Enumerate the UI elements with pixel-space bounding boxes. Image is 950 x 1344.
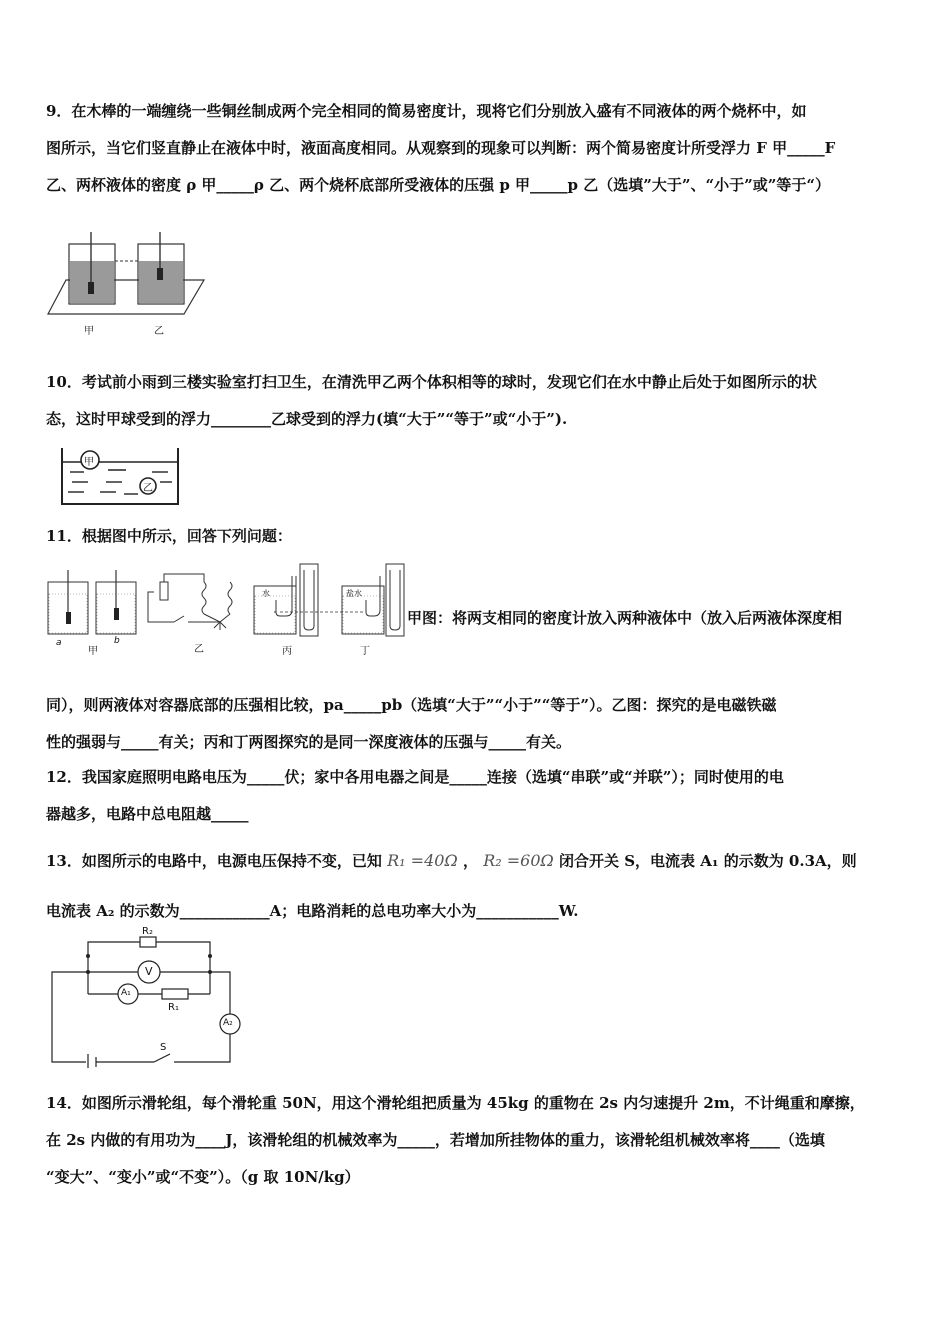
q14-line-3: “变大”、“变小”或“不变”）。（g 取 10N/kg） — [46, 1168, 360, 1186]
q9-line-3: 乙、两杯液体的密度 ρ 甲_____ρ 乙、两个烧杯底部所受液体的压强 p 甲_____p 乙（选填”大于”、“小于”或”等于“） — [46, 176, 831, 194]
question-14 — [46, 1085, 906, 1196]
q11-fig-jia — [48, 570, 136, 634]
q13-label-r2: R₂ — [142, 926, 153, 937]
question-9 — [46, 93, 906, 204]
q13-circuit-figure — [44, 926, 244, 1068]
q11-line-2: 甲图：将两支相同的密度计放入两种液体中（放入后两液体深度相 — [407, 609, 843, 627]
q13-part-2: 闭合开关 S，电流表 A₁ 的示数为 0.3A，则 — [559, 852, 857, 870]
q9-line-1: 9．在木棒的一端缠绕一些铜丝制成两个完全相同的简易密度计，现将它们分别放入盛有不同液体的两个烧杯中，如 — [46, 102, 807, 120]
q14-line-1: 14．如图所示滑轮组，每个滑轮重 50N，用这个滑轮组把质量为 45kg 的重物在 2s 内匀速提升 2m，不计绳重和摩擦， — [46, 1094, 865, 1112]
q13-label-a1: A₁ — [121, 988, 131, 998]
q10-ball-jia-label: 甲 — [84, 457, 94, 468]
q11-water-label: 水 — [262, 589, 270, 598]
q12-line-1: 12．我国家庭照明电路电压为_____伏；家中各用电器之间是_____连接（选填“串联”或“并联”）；同时使用的电 — [46, 768, 784, 786]
question-12 — [46, 759, 906, 833]
q11-line-1: 11．根据图中所示，回答下列问题： — [46, 527, 292, 545]
q10-ball-yi-label: 乙 — [143, 483, 153, 494]
q9-beakers-figure — [44, 232, 214, 342]
q13-line-1 — [46, 842, 906, 880]
q11-label-jia: 甲 — [88, 646, 98, 657]
question-11 — [46, 518, 906, 555]
q11-label-yi: 乙 — [194, 644, 204, 655]
q11-fig-yi — [148, 574, 232, 630]
q9-label-jia: 甲 — [84, 326, 94, 337]
q11-saltwater-label: 盐水 — [346, 589, 362, 598]
q11-sub-a: a — [56, 638, 62, 648]
q11-label-ding: 丁 — [360, 646, 370, 657]
q13-line-2: 电流表 A₂ 的示数为____________A；电路消耗的总电功率大小为___________W. — [46, 902, 579, 920]
q13-label-s: S — [160, 1042, 167, 1053]
question-11-cont — [46, 687, 906, 761]
q13-label-r1: R₁ — [168, 1002, 179, 1013]
q9-liquid-yi — [139, 261, 183, 303]
q11-fig-ding — [342, 564, 404, 636]
q12-line-2: 器越多，电路中总电阻越_____ — [46, 805, 249, 823]
q11-label-bing: 丙 — [282, 646, 292, 657]
q13-label-a2: A₂ — [223, 1018, 233, 1028]
q11-figures — [44, 560, 409, 660]
q9-line-2: 图所示，当它们竖直静止在液体中时，液面高度相同。从观察到的现象可以判断：两个简易密度计所受浮力 F 甲_____F — [46, 139, 836, 157]
q11-line-3: 同），则两液体对容器底部的压强相比较，pa_____pb（选填“大于”“小于”“等于”）。乙图：探究的是电磁铁磁 — [46, 696, 777, 714]
question-13-cont — [46, 893, 906, 930]
q10-line-2: 态，这时甲球受到的浮力________乙球受到的浮力(填“大于”“等于”或“小于”). — [46, 410, 568, 428]
q10-tank-figure — [60, 444, 182, 506]
q13-resistor-r1 — [162, 989, 188, 999]
q11-line-2-wrap — [407, 600, 907, 637]
q13-label-v: V — [145, 965, 153, 978]
q13-part-1: 13．如图所示的电路中，电源电压保持不变，已知 — [46, 852, 382, 870]
q13-r2-value: R₂ =60Ω — [483, 851, 554, 870]
question-10 — [46, 364, 906, 438]
q11-fig-bing — [254, 564, 318, 636]
q9-label-yi: 乙 — [154, 326, 164, 337]
q14-line-2: 在 2s 内做的有用功为____J，该滑轮组的机械效率为_____，若增加所挂物体的重力，该滑轮组机械效率将____（选填 — [46, 1131, 825, 1149]
q13-r1-value: R₁ =40Ω — [387, 851, 458, 870]
q11-line-4: 性的强弱与_____有关；丙和丁两图探究的是同一深度液体的压强与_____有关。 — [46, 733, 572, 751]
q11-sub-b: b — [114, 636, 120, 646]
q10-line-1: 10．考试前小雨到三楼实验室打扫卫生，在清洗甲乙两个体积相等的球时，发现它们在水中静止后处于如图所示的状 — [46, 373, 817, 391]
question-13 — [46, 842, 906, 880]
q13-sep: ， — [462, 852, 478, 870]
